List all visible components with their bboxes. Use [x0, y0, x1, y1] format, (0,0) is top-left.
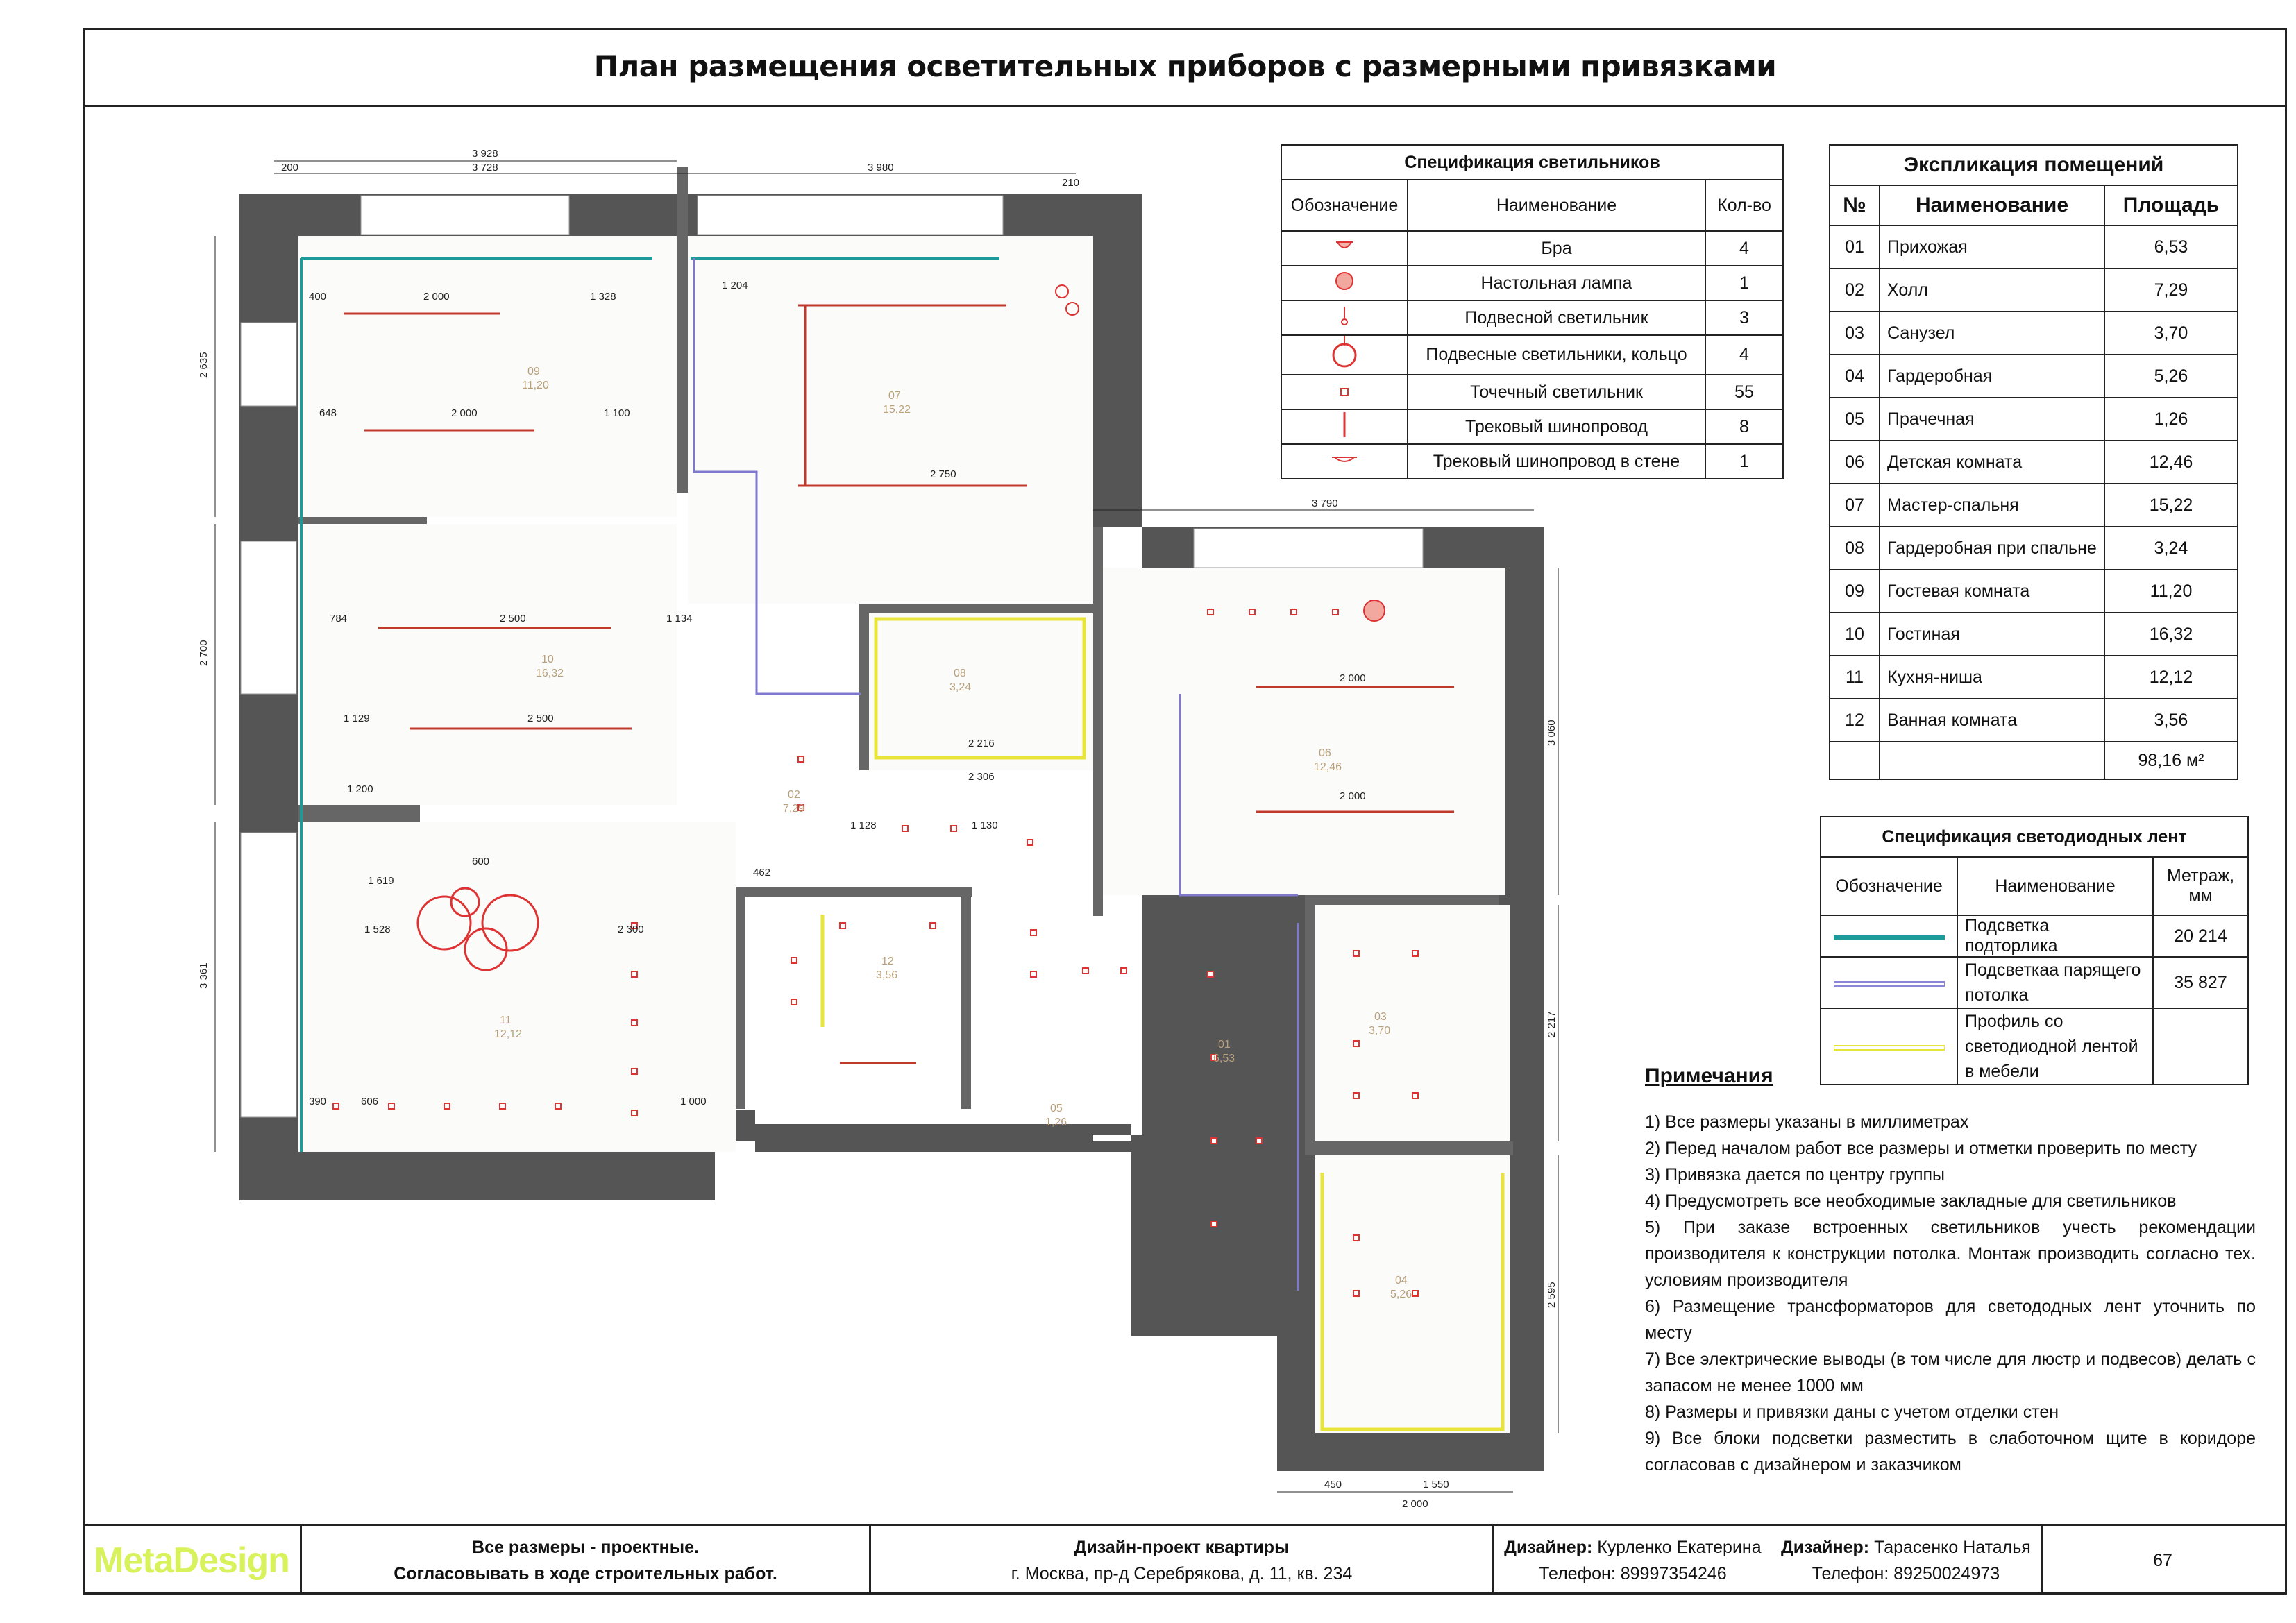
explication-row	[1830, 269, 2238, 312]
dim-label: 1 000	[680, 1096, 707, 1107]
explication-name: Санузел	[1880, 312, 2104, 355]
room-area: 12,46	[1314, 761, 1342, 773]
dim-label: 400	[309, 291, 327, 303]
disclaimer-line: Согласовывать в ходе строительных работ.	[394, 1563, 777, 1583]
lighting-spec-title: Спецификация светильников	[1281, 145, 1783, 180]
room-number: 12	[881, 955, 894, 967]
room-area: 3,70	[1369, 1025, 1391, 1037]
explication-row	[1830, 226, 2238, 269]
note-item: 2) Перед началом работ все размеры и отметки проверить по месту	[1645, 1139, 2197, 1158]
lighting-spec-qty: 4	[1705, 231, 1783, 266]
lighting-spec-qty: 8	[1705, 409, 1783, 444]
dim-label: 1 129	[344, 713, 370, 724]
dim-label: 606	[361, 1096, 379, 1107]
dim-label: 2 216	[968, 738, 995, 749]
lighting-spec-table	[1281, 144, 1784, 479]
room-area: 5,26	[1390, 1289, 1412, 1300]
pendant-light-icon	[1281, 300, 1408, 335]
table-lamp-icon	[1281, 266, 1408, 300]
explication-name: Детская комната	[1880, 441, 2104, 484]
dim-label: 3 928	[472, 148, 498, 160]
designer-1	[1504, 1534, 1761, 1587]
dim-label: 462	[753, 867, 771, 878]
designer-label: Дизайнер:	[1780, 1537, 1870, 1557]
dim-label: 390	[309, 1096, 327, 1107]
page-number: 67	[2153, 1550, 2172, 1570]
explication-no: 11	[1830, 656, 1880, 699]
drawing-title: План размещения осветительных приборов с размерными привязками	[593, 49, 1777, 83]
note-item: 1) Все размеры указаны в миллиметрах	[1645, 1112, 1969, 1132]
led-spec-row	[1821, 957, 2248, 1008]
led-spec-table	[1820, 816, 2249, 1085]
lighting-spec-row	[1281, 266, 1783, 300]
note-item: 3) Привязка дается по центру группы	[1645, 1165, 1945, 1184]
lighting-spec-row	[1281, 300, 1783, 335]
explication-area: 11,20	[2104, 570, 2238, 613]
dim-label: 600	[472, 856, 490, 867]
designer-phone: Телефон: 89250024973	[1812, 1563, 2000, 1583]
dim-label: 2 750	[930, 468, 956, 480]
room-number: 07	[888, 390, 901, 402]
led-spec-length: 20 214	[2153, 915, 2248, 957]
lighting-spec-row	[1281, 231, 1783, 266]
lighting-spec-qty: 3	[1705, 300, 1783, 335]
explication-row	[1830, 699, 2238, 742]
explication-header: №	[1830, 185, 1880, 226]
explication-name: Холл	[1880, 269, 2104, 312]
lighting-spec-header: Кол-во	[1705, 180, 1783, 231]
led-spec-length: 35 827	[2153, 957, 2248, 1008]
lighting-spec-header: Наименование	[1408, 180, 1705, 231]
room-number: 05	[1050, 1103, 1063, 1114]
designer-name: Тарасенко Наталья	[1874, 1537, 2031, 1557]
explication-row	[1830, 527, 2238, 570]
ring-pendant-icon	[1281, 335, 1408, 375]
explication-name: Гардеробная	[1880, 355, 2104, 398]
designer-phone: Телефон: 89997354246	[1539, 1563, 1727, 1583]
led-spec-title: Спецификация светодиодных лент	[1821, 817, 2248, 857]
led-spec-header: Наименование	[1957, 857, 2153, 915]
explication-area: 7,29	[2104, 269, 2238, 312]
explication-row	[1830, 398, 2238, 441]
room-number: 02	[788, 789, 800, 801]
explication-area: 16,32	[2104, 613, 2238, 656]
spot-light-icon	[1281, 375, 1408, 409]
room-number: 11	[500, 1014, 512, 1026]
room-area: 7,29	[783, 803, 805, 815]
led-spec-name: Подсветка подторлика	[1957, 915, 2153, 957]
dim-label: 3 980	[868, 162, 894, 173]
dim-label: 1 130	[972, 819, 998, 831]
explication-area: 3,70	[2104, 312, 2238, 355]
lighting-spec-row	[1281, 335, 1783, 375]
note-item: 9) Все блоки подсветки разместить в слаботочном щите в коридоре согласовав с дизайнером и заказчиком	[1645, 1429, 2256, 1475]
lighting-spec-row	[1281, 409, 1783, 444]
track-busbar-icon	[1281, 409, 1408, 444]
dim-label: 2 595	[1546, 1282, 1558, 1308]
led-spec-header: Обозначение	[1821, 857, 1957, 915]
dim-label: 2 000	[423, 291, 450, 303]
designers-cell	[1494, 1526, 2043, 1595]
lighting-spec-name: Трековый шинопровод в стене	[1408, 444, 1705, 479]
lighting-spec-header: Обозначение	[1281, 180, 1408, 231]
lighting-spec-name: Подвесной светильник	[1408, 300, 1705, 335]
lighting-spec-name: Трековый шинопровод	[1408, 409, 1705, 444]
page-number-cell	[2043, 1526, 2283, 1595]
dim-label: 2 000	[1402, 1498, 1428, 1510]
explication-name: Мастер-спальня	[1880, 484, 2104, 527]
designer-name: Курленко Екатерина	[1597, 1537, 1762, 1557]
explication-header: Наименование	[1880, 185, 2104, 226]
explication-total-row	[1830, 742, 2238, 779]
explication-row	[1830, 484, 2238, 527]
dim-label: 1 528	[364, 924, 391, 935]
led-spec-name: Профиль со светодиодной лентой в мебели	[1957, 1008, 2153, 1085]
dim-label: 2 700	[198, 640, 210, 666]
explication-no: 07	[1830, 484, 1880, 527]
lighting-spec-name: Точечный светильник	[1408, 375, 1705, 409]
explication-row	[1830, 656, 2238, 699]
dim-label: 3 060	[1546, 720, 1558, 746]
room-number: 06	[1319, 747, 1331, 759]
led-spec-row	[1821, 915, 2248, 957]
led-spec-header: Метраж, мм	[2153, 857, 2248, 915]
explication-row	[1830, 441, 2238, 484]
explication-total: 98,16 м²	[2104, 742, 2238, 779]
dim-label: 1 204	[722, 280, 748, 291]
lighting-spec-qty: 1	[1705, 444, 1783, 479]
dim-label: 1 619	[368, 875, 394, 887]
lighting-spec-name: Настольная лампа	[1408, 266, 1705, 300]
project-title: Дизайн-проект квартиры	[1074, 1537, 1290, 1557]
dim-label: 3 790	[1312, 498, 1338, 509]
metadesign-logo: MetaDesign	[94, 1540, 289, 1581]
dim-label: 3 361	[198, 962, 210, 989]
dim-label: 2 500	[500, 613, 526, 624]
dim-label: 2 000	[451, 407, 478, 419]
dim-label: 200	[281, 162, 299, 173]
room-explication-table	[1829, 144, 2238, 780]
designer-2	[1781, 1534, 2031, 1587]
explication-row	[1830, 355, 2238, 398]
explication-name: Прихожая	[1880, 226, 2104, 269]
explication-no: 12	[1830, 699, 1880, 742]
explication-area: 3,24	[2104, 527, 2238, 570]
note-item: 8) Размеры и привязки даны с учетом отделки стен	[1645, 1402, 2059, 1422]
led-floating-ceiling-icon	[1821, 957, 1957, 1008]
lighting-spec-name: Бра	[1408, 231, 1705, 266]
dim-label: 2 306	[968, 771, 995, 783]
room-area: 3,24	[949, 681, 972, 693]
explication-name: Гардеробная при спальне	[1880, 527, 2104, 570]
explication-row	[1830, 570, 2238, 613]
dim-label: 1 128	[850, 819, 877, 831]
dim-label: 1 200	[347, 783, 373, 795]
room-area: 16,32	[536, 668, 564, 679]
dim-label: 450	[1324, 1479, 1342, 1490]
dim-label: 2 300	[618, 924, 644, 935]
dim-label: 210	[1062, 177, 1080, 189]
lighting-spec-qty: 55	[1705, 375, 1783, 409]
dim-label: 3 728	[472, 162, 498, 173]
room-area: 15,22	[883, 404, 911, 416]
lighting-spec-name: Подвесные светильники, кольцо	[1408, 335, 1705, 375]
explication-area: 6,53	[2104, 226, 2238, 269]
lighting-spec-row	[1281, 444, 1783, 479]
explication-area: 15,22	[2104, 484, 2238, 527]
notes-block	[1645, 1063, 2256, 1478]
dim-label: 2 500	[527, 713, 554, 724]
room-area: 6,53	[1213, 1053, 1235, 1064]
dim-label: 1 550	[1423, 1479, 1449, 1490]
sconce-icon	[1281, 231, 1408, 266]
explication-no: 10	[1830, 613, 1880, 656]
room-number: 04	[1395, 1275, 1408, 1286]
dim-label: 648	[319, 407, 337, 419]
dim-label: 2 000	[1340, 790, 1366, 802]
explication-no: 02	[1830, 269, 1880, 312]
explication-area: 12,12	[2104, 656, 2238, 699]
room-number: 01	[1218, 1039, 1231, 1051]
explication-area: 3,56	[2104, 699, 2238, 742]
note-item: 6) Размещение трансформаторов для светододных лент уточнить по месту	[1645, 1297, 2256, 1343]
led-cornice-icon	[1821, 915, 1957, 957]
explication-row	[1830, 613, 2238, 656]
disclaimer-cell	[302, 1526, 871, 1595]
room-area: 1,26	[1045, 1116, 1067, 1128]
dim-label: 1 328	[590, 291, 616, 303]
note-item: 7) Все электрические выводы (в том числе для люстр и подвесов) делать с запасом не менее 1000 мм	[1645, 1350, 2256, 1395]
lighting-spec-row	[1281, 375, 1783, 409]
plan-table-lamp	[1364, 600, 1385, 621]
dim-label: 2 635	[198, 352, 210, 378]
logo-cell	[83, 1526, 302, 1595]
room-number: 09	[527, 366, 540, 377]
explication-area: 12,46	[2104, 441, 2238, 484]
dim-label: 2 217	[1546, 1011, 1558, 1037]
notes-title: Примечания	[1645, 1064, 1773, 1087]
dim-label: 784	[330, 613, 348, 624]
explication-no: 06	[1830, 441, 1880, 484]
explication-no: 09	[1830, 570, 1880, 613]
explication-no: 03	[1830, 312, 1880, 355]
lighting-spec-qty: 1	[1705, 266, 1783, 300]
explication-title: Экспликация помещений	[1830, 145, 2238, 185]
led-spec-name: Подсветкаа парящего потолка	[1957, 957, 2153, 1008]
explication-no: 04	[1830, 355, 1880, 398]
explication-no: 05	[1830, 398, 1880, 441]
explication-area: 5,26	[2104, 355, 2238, 398]
disclaimer-line: Все размеры - проектные.	[472, 1537, 699, 1557]
title-block	[83, 1524, 2287, 1595]
dim-label: 1 100	[604, 407, 630, 419]
designer-label: Дизайнер:	[1504, 1537, 1593, 1557]
explication-name: Кухня-ниша	[1880, 656, 2104, 699]
explication-name: Ванная комната	[1880, 699, 2104, 742]
explication-header: Площадь	[2104, 185, 2238, 226]
room-number: 08	[954, 668, 966, 679]
wall-track-icon	[1281, 444, 1408, 479]
project-cell	[871, 1526, 1494, 1595]
explication-name: Гостиная	[1880, 613, 2104, 656]
room-area: 3,56	[876, 969, 898, 981]
note-item: 5) При заказе встроенных светильников учесть рекомендации производителя к конструкции потолка. Монтаж производить согласно тех. условиям производителя	[1645, 1218, 2256, 1290]
dim-label: 1 134	[666, 613, 693, 624]
dim-label: 2 000	[1340, 672, 1366, 684]
explication-no: 08	[1830, 527, 1880, 570]
room-area: 12,12	[494, 1028, 523, 1040]
room-number: 10	[541, 654, 554, 665]
explication-row	[1830, 312, 2238, 355]
explication-no: 01	[1830, 226, 1880, 269]
note-item: 4) Предусмотреть все необходимые закладные для светильников	[1645, 1191, 2177, 1211]
explication-area: 1,26	[2104, 398, 2238, 441]
project-address: г. Москва, пр-д Серебрякова, д. 11, кв. 234	[1011, 1563, 1353, 1583]
room-area: 11,20	[522, 380, 549, 391]
explication-name: Гостевая комната	[1880, 570, 2104, 613]
explication-name: Прачечная	[1880, 398, 2104, 441]
room-number: 03	[1374, 1011, 1387, 1023]
lighting-spec-qty: 4	[1705, 335, 1783, 375]
